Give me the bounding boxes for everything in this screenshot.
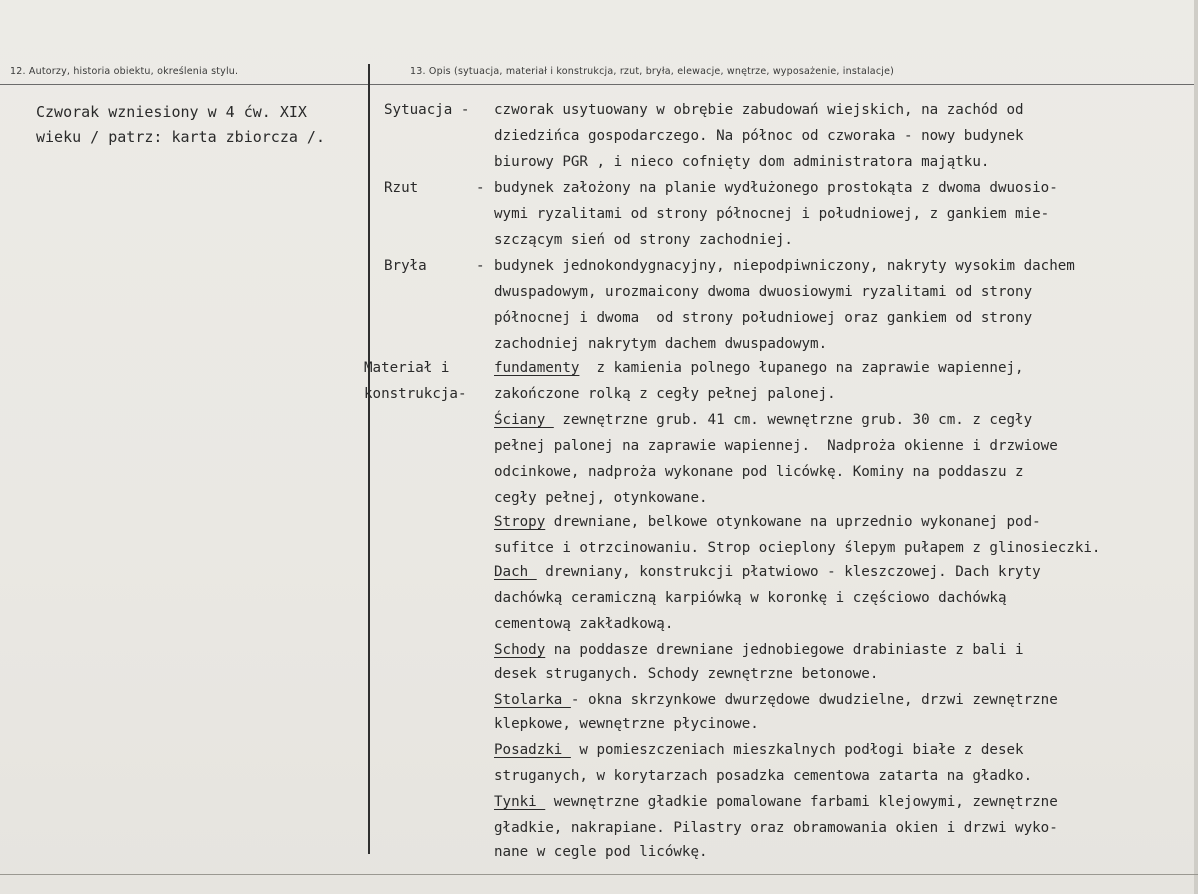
text-line: pełnej palonej na zaprawie wapiennej. Nadproża okienne i drzwiowe bbox=[494, 438, 1058, 454]
column-12-header: 12. Autorzy, historia obiektu, określenia stylu. bbox=[10, 66, 239, 77]
stolarka-line bbox=[494, 690, 1058, 710]
text-line: budynek założony na planie wydłużonego prostokąta z dwoma dwuosio- bbox=[494, 180, 1058, 196]
text-line: gładkie, nakrapiane. Pilastry oraz obramowania okien i drzwi wyko- bbox=[494, 820, 1058, 836]
label-bryla: Bryła bbox=[384, 258, 427, 274]
text-line: dziedzińca gospodarczego. Na północ od czworaka - nowy budynek bbox=[494, 128, 1024, 144]
schody-text: na poddasze drewniane jednobiegowe drabiniaste z bali i bbox=[545, 642, 1024, 658]
tynki-text: wewnętrzne gładkie pomalowane farbami klejowymi, zewnętrzne bbox=[545, 794, 1058, 810]
stropy-heading: Stropy bbox=[494, 514, 546, 530]
sciany-heading: Ściany bbox=[494, 412, 554, 428]
text-line: budynek jednokondygnacyjny, niepodpiwniczony, nakryty wysokim dachem bbox=[494, 258, 1075, 274]
posadzki-text: w pomieszczeniach mieszkalnych podłogi białe z desek bbox=[570, 742, 1024, 758]
text-line: struganych, w korytarzach posadzka cementowa zatarta na gładko. bbox=[494, 768, 1033, 784]
schody-heading: Schody bbox=[494, 642, 546, 658]
sciany-text: zewnętrzne grub. 41 cm. wewnętrzne grub. 30 cm. z cegły bbox=[553, 412, 1033, 428]
page-bottom-rule bbox=[0, 874, 1198, 875]
label-bryla-dash: - bbox=[476, 258, 485, 274]
text-line: sufitce i otrzcinowaniu. Strop ocieplony ślepym pułapem z glinosieczki. bbox=[494, 540, 1101, 556]
fundamenty-heading: fundamenty bbox=[494, 360, 580, 376]
text-line: desek struganych. Schody zewnętrzne betonowe. bbox=[494, 666, 879, 682]
dach-text: drewniany, konstrukcji płatwiowo - kleszczowej. Dach kryty bbox=[536, 564, 1041, 580]
text-line: zakończone rolką z cegły pełnej palonej. bbox=[494, 386, 836, 402]
label-sytuacja: Sytuacja - bbox=[384, 102, 470, 118]
stropy-line bbox=[494, 512, 1041, 532]
label-rzut-dash: - bbox=[476, 180, 485, 196]
fundamenty-text: z kamienia polnego łupanego na zaprawie wapiennej, bbox=[579, 360, 1024, 376]
tynki-heading: Tynki bbox=[494, 794, 546, 810]
stolarka-text: - okna skrzynkowe dwurzędowe dwudzielne, drzwi zewnętrzne bbox=[570, 692, 1058, 708]
stolarka-heading: Stolarka bbox=[494, 692, 571, 708]
stropy-text: drewniane, belkowe otynkowane na uprzednio wykonanej pod- bbox=[545, 514, 1041, 530]
text-line: czworak usytuowany w obrębie zabudowań wiejskich, na zachód od bbox=[494, 102, 1024, 118]
text-line: dwuspadowym, urozmaicony dwoma dwuosiowymi ryzalitami od strony bbox=[494, 284, 1033, 300]
text-line: nane w cegle pod licówkę. bbox=[494, 844, 708, 860]
label-rzut: Rzut bbox=[384, 180, 419, 196]
label-konstrukcja: konstrukcja- bbox=[364, 386, 467, 402]
text-line: cementową zakładkową. bbox=[494, 616, 674, 632]
text-line: cegły pełnej, otynkowane. bbox=[494, 490, 708, 506]
column-13-header: 13. Opis (sytuacja, materiał i konstrukcja, rzut, bryła, elewacje, wnętrze, wyposażenie, instalacje) bbox=[410, 66, 895, 77]
page-edge bbox=[1194, 0, 1198, 894]
dach-line bbox=[494, 562, 1041, 582]
text-line: zachodniej nakrytym dachem dwuspadowym. bbox=[494, 336, 828, 352]
header-divider bbox=[0, 84, 1198, 85]
fundamenty-line bbox=[494, 358, 1024, 378]
text-line: biurowy PGR , i nieco cofnięty dom administratora majątku. bbox=[494, 154, 990, 170]
sciany-line bbox=[494, 410, 1032, 430]
text-line: dachówką ceramiczną karpiówką w koronkę i częściowo dachówką bbox=[494, 590, 1007, 606]
text-line: północnej i dwoma od strony południowej oraz gankiem od strony bbox=[494, 310, 1033, 326]
column-divider bbox=[368, 64, 370, 854]
text-line: odcinkowe, nadproża wykonane pod licówkę. Kominy na poddaszu z bbox=[494, 464, 1024, 480]
authors-history-text: Czworak wzniesiony w 4 ćw. XIX wieku / patrz: karta zbiorcza /. bbox=[36, 103, 325, 146]
posadzki-line bbox=[494, 740, 1024, 760]
schody-line bbox=[494, 640, 1024, 660]
dach-heading: Dach bbox=[494, 564, 537, 580]
label-material: Materiał i bbox=[364, 360, 450, 376]
text-line: szczącym sień od strony zachodniej. bbox=[494, 232, 793, 248]
posadzki-heading: Posadzki bbox=[494, 742, 571, 758]
tynki-line bbox=[494, 792, 1058, 812]
text-line: wymi ryzalitami od strony północnej i południowej, z gankiem mie- bbox=[494, 206, 1050, 222]
text-line: klepkowe, wewnętrzne płycinowe. bbox=[494, 716, 759, 732]
